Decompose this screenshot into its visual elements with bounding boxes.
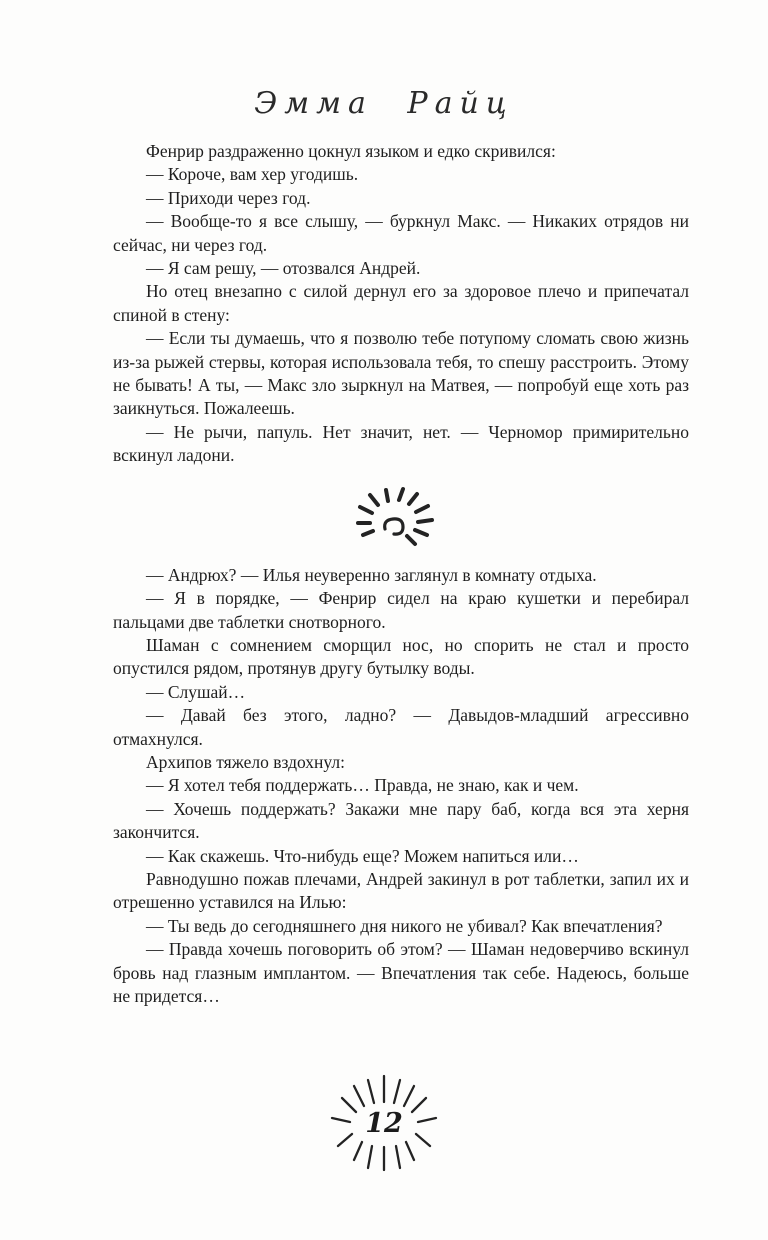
paragraph: — Давай без этого, ладно? — Давыдов-младший агрессивно отмахнулся. xyxy=(113,705,689,749)
paragraph: — Я в порядке, — Фенрир сидел на краю кушетки и перебирал пальцами две таблетки снотворного. xyxy=(113,588,689,632)
paragraph: — Андрюх? — Илья неуверенно заглянул в комнату отдыха. xyxy=(146,564,597,585)
text-block xyxy=(113,140,689,1008)
paragraph: Архипов тяжело вздохнул: xyxy=(146,751,345,772)
page-number: 12 xyxy=(365,1108,403,1139)
paragraph: — Хочешь поддержать? Закажи мне пару баб, когда вся эта херня закончится. xyxy=(113,798,689,843)
paragraph: — Если ты думаешь, что я позволю тебе потупому сломать свою жизнь из-за рыжей стервы, которая использовала тебя, то спешу расстроить. Этому не бывать! А ты, — Макс зло зыркнул на Матвея, — попробуй еще хоть раз заикнуться. Пожалеешь. xyxy=(113,328,689,419)
paragraph: — Я хотел тебя поддержать… Правда, не знаю, как и чем. xyxy=(146,775,579,796)
section-1 xyxy=(113,140,689,468)
paragraph: — Ты ведь до сегодняшнего дня никого не убивал? Как впечатления? xyxy=(146,915,663,936)
paragraph: — Вообще-то я все слышу, — буркнул Макс. — Никаких отрядов ни сейчас, ни через год. xyxy=(113,211,689,255)
scribble-burst-icon xyxy=(343,485,453,547)
paragraph: — Короче, вам хер угодишь. xyxy=(146,164,359,185)
section-2 xyxy=(113,564,689,1009)
paragraph: — Не рычи, папуль. Нет значит, нет. — Черномор примирительно вскинул ладони. xyxy=(113,421,689,466)
paragraph: Но отец внезапно с силой дернул его за здоровое плечо и припечатал спиной в стену: xyxy=(113,281,689,325)
paragraph: Фенрир раздраженно цокнул языком и едко скривился: xyxy=(146,141,556,161)
scene-divider xyxy=(113,468,689,564)
paragraph: — Я сам решу, — отозвался Андрей. xyxy=(146,258,421,279)
paragraph: Шаман с сомнением сморщил нос, но спорить не стал и просто опустился рядом, протянув другу бутылку воды. xyxy=(113,634,689,679)
page-number-burst xyxy=(314,1072,454,1182)
paragraph: — Как скажешь. Что-нибудь еще? Можем напиться или… xyxy=(146,845,579,866)
paragraph: — Правда хочешь поговорить об этом? — Шаман недоверчиво вскинул бровь над глазным имплантом. — Впечатления так себе. Надеюсь, больше не придется… xyxy=(113,939,689,1006)
author-header: Эмма Райц xyxy=(254,86,514,121)
paragraph: Равнодушно пожав плечами, Андрей закинул в рот таблетки, запил их и отрешенно уставился на Илью: xyxy=(113,868,689,913)
page-footer xyxy=(0,1072,768,1182)
paragraph: — Слушай… xyxy=(146,681,246,702)
paragraph: — Приходи через год. xyxy=(146,187,311,208)
